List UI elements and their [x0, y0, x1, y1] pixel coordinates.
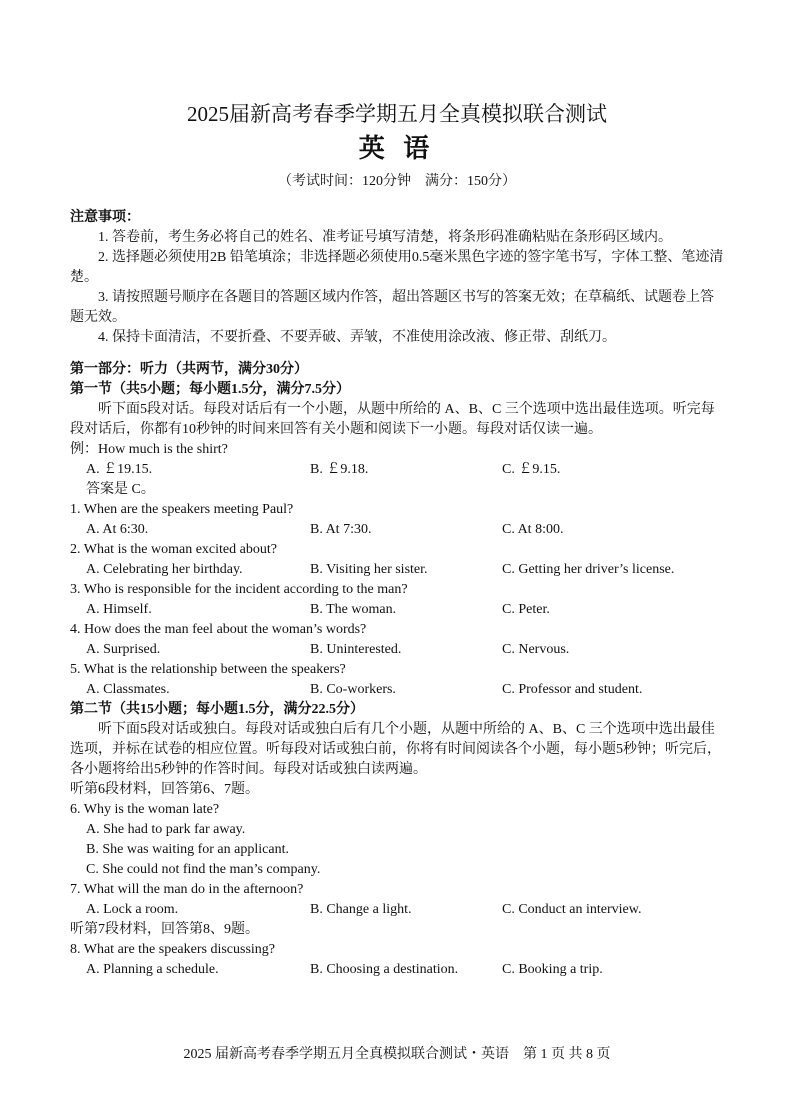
question-8: 8. What are the speakers discussing?: [70, 942, 276, 957]
option-a: A. Himself.: [86, 602, 152, 617]
question-5-options: [70, 680, 725, 700]
notice-item: 4. 保持卡面清洁，不要折叠、不要弄破、弄皱，不准使用涂改液、修正带、刮纸刀。: [98, 330, 616, 345]
option-b: B. Visiting her sister.: [310, 562, 428, 577]
section1-instructions: 听下面5段对话。每段对话后有一个小题，从题中所给的 A、B、C 三个选项中选出最佳选项。听完每段对话后，你都有10秒钟的时间来回答有关小题和阅读下一小题。每段对话仅读一遍。: [70, 402, 715, 437]
question-5: 5. What is the relationship between the speakers?: [70, 662, 346, 677]
notice-item: 1. 答卷前，考生务必将自己的姓名、准考证号填写清楚，将条形码准确粘贴在条形码区域内。: [98, 230, 672, 245]
option-b: B. Choosing a destination.: [310, 962, 459, 977]
question-3: 3. Who is responsible for the incident according to the man?: [70, 582, 408, 597]
page-footer: 2025 届新高考春季学期五月全真模拟联合测试・英语 第 1 页 共 8 页: [183, 1047, 611, 1062]
option-c: C. At 8:00.: [502, 522, 564, 537]
question-4-options: [70, 640, 725, 660]
option-c: C. Conduct an interview.: [502, 902, 642, 917]
option-c: C. Peter.: [502, 602, 550, 617]
notice-item: 3. 请按照题号顺序在各题目的答题区域内作答，超出答题区书写的答案无效；在草稿纸、试题卷上答题无效。: [70, 290, 714, 325]
notice-item: 2. 选择题必须使用2B 铅笔填涂；非选择题必须使用0.5毫米黑色字迹的签字笔书写，字体工整、笔迹清楚。: [70, 250, 724, 285]
example-question: 例：How much is the shirt?: [70, 442, 228, 457]
section1-heading: 第一节（共5小题；每小题1.5分，满分7.5分）: [70, 382, 350, 397]
exam-info: （考试时间：120分钟 满分：150分）: [278, 174, 516, 189]
subject-title: 英 语: [358, 134, 436, 163]
option-c: C. Nervous.: [502, 642, 570, 657]
example-options: [70, 460, 725, 480]
option-b: B. Change a light.: [310, 902, 412, 917]
question-1: 1. When are the speakers meeting Paul?: [70, 502, 294, 517]
example-answer: 答案是 C。: [86, 482, 155, 497]
material-7-note: 听第7段材料，回答第8、9题。: [70, 922, 259, 937]
question-7: 7. What will the man do in the afternoon?: [70, 882, 304, 897]
section2-instructions: 听下面5段对话或独白。每段对话或独白后有几个小题，从题中所给的 A、B、C 三个选项中选出最佳选项，并标在试卷的相应位置。听每段对话或独白前，你将有时间阅读各个小题，每小题5秒钟；听完后，各小题将给出5秒钟的作答时间。每段对话或独白读两遍。: [70, 722, 721, 777]
exam-title: 2025届新高考春季学期五月全真模拟联合测试: [187, 102, 607, 126]
exam-content: [70, 208, 725, 980]
option-a: A. ￡19.15.: [86, 462, 153, 477]
option-a: A. Planning a schedule.: [86, 962, 219, 977]
option-c: C. She could not find the man’s company.: [86, 862, 321, 877]
option-a: A. Celebrating her birthday.: [86, 562, 243, 577]
question-8-options: [70, 960, 725, 980]
material-6-note: 听第6段材料，回答第6、7题。: [70, 782, 259, 797]
section2-heading: 第二节（共15小题；每小题1.5分，满分22.5分）: [70, 702, 364, 717]
option-b: B. Uninterested.: [310, 642, 402, 657]
option-a: A. At 6:30.: [86, 522, 149, 537]
question-4: 4. How does the man feel about the woman’s words?: [70, 622, 367, 637]
option-a: A. Classmates.: [86, 682, 170, 697]
option-c: C. ￡9.15.: [502, 462, 561, 477]
option-a: A. She had to park far away.: [86, 822, 246, 837]
question-1-options: [70, 520, 725, 540]
notice-heading: 注意事项：: [70, 210, 140, 225]
option-b: B. She was waiting for an applicant.: [86, 842, 289, 857]
question-7-options: [70, 900, 725, 920]
option-b: B. The woman.: [310, 602, 397, 617]
part1-heading: 第一部分：听力（共两节，满分30分）: [70, 362, 308, 377]
option-c: C. Booking a trip.: [502, 962, 603, 977]
question-2: 2. What is the woman excited about?: [70, 542, 277, 557]
option-b: B. ￡9.18.: [310, 462, 369, 477]
option-a: A. Surprised.: [86, 642, 161, 657]
option-b: B. Co-workers.: [310, 682, 396, 697]
question-3-options: [70, 600, 725, 620]
option-a: A. Lock a room.: [86, 902, 179, 917]
option-b: B. At 7:30.: [310, 522, 372, 537]
question-6: 6. Why is the woman late?: [70, 802, 220, 817]
option-c: C. Getting her driver’s license.: [502, 562, 675, 577]
option-c: C. Professor and student.: [502, 682, 643, 697]
question-2-options: [70, 560, 725, 580]
